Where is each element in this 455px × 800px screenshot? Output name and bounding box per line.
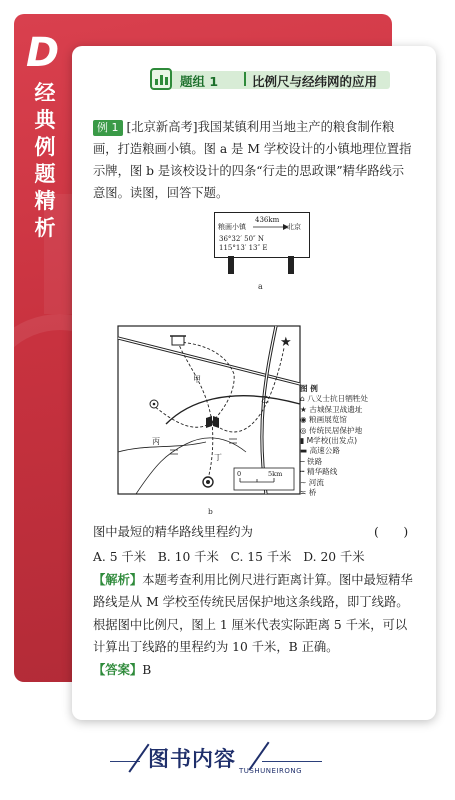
side-title-char: 典 — [34, 108, 56, 132]
chapter-letter: D — [26, 30, 60, 76]
bar-chart-icon — [150, 68, 172, 90]
footer-subtitle: TUSHUNEIRONG — [239, 767, 302, 775]
footer — [0, 725, 455, 800]
scale-bar — [234, 468, 294, 490]
legend-item: ◉ 粮画展览馆 — [300, 415, 348, 425]
footer-rule-right — [262, 761, 322, 762]
label-yi: 乙 — [261, 395, 269, 404]
map-symbol-martyr — [170, 336, 186, 345]
legend-item: ∼ 河流 — [300, 477, 324, 487]
sign-post-right — [288, 256, 294, 274]
option-a: A. 5 千米 — [93, 550, 147, 564]
label-bing: 丙 — [152, 437, 160, 446]
side-title-char: 例 — [34, 135, 56, 159]
heading-divider — [244, 72, 246, 86]
map-star-icon: ★ — [280, 335, 292, 350]
section-heading — [150, 68, 396, 92]
figure-a-sign — [214, 212, 310, 276]
label-ding: 丁 — [214, 453, 222, 462]
sign-post-left — [228, 256, 234, 274]
legend-item: ┅ 精华路线 — [300, 467, 338, 477]
sign-lon: 115°13′ 13″ E — [219, 244, 268, 252]
sign-dest: 北京 — [287, 223, 301, 231]
side-title — [33, 80, 57, 242]
answer-value: B — [142, 662, 152, 677]
side-title-char: 精 — [34, 189, 56, 213]
options — [93, 547, 423, 565]
scale-zero: 0 — [237, 470, 242, 478]
section-title: 比例尺与经纬网的应用 — [252, 74, 378, 89]
footer-slash — [128, 744, 149, 773]
legend-item: ★ 古城保卫战遗址 — [300, 404, 363, 414]
question-text — [93, 116, 413, 204]
analysis-block — [93, 569, 415, 681]
sign-board — [214, 212, 310, 258]
option-b: B. 10 千米 — [157, 550, 219, 564]
section-prefix: 题组 1 — [180, 74, 219, 89]
side-title-char: 题 — [34, 162, 56, 186]
question-stem: 图中最短的精华路线里程约为 — [93, 525, 253, 539]
page-card — [72, 46, 436, 720]
legend-item: ─ 铁路 — [300, 456, 323, 466]
footer-title: 图书内容 — [148, 747, 236, 771]
legend-item: ▮ M学校(出发点) — [300, 436, 358, 446]
side-title-char: 析 — [34, 216, 56, 240]
answer-blank: ( ) — [374, 525, 409, 539]
figure-a-caption: a — [258, 282, 263, 291]
question-source: [北京新高考] — [126, 120, 198, 134]
answer-label: 【答案】 — [93, 661, 143, 677]
figure-b-caption: b — [208, 507, 213, 516]
label-jia: 甲 — [193, 375, 201, 384]
example-tag: 例 1 — [93, 120, 123, 136]
analysis-text: 本题考查利用比例尺进行距离计算。图中最短精华路线是从 M 学校至传统民居保护地这条线路，即丁线路。根据图中比例尺，图上 1 厘米代表实际距离 5 千米，可以计算出丁线路的里程约为 10 千米，B 正确。 — [93, 573, 413, 655]
map-legend — [300, 384, 368, 498]
legend-item: ◎ 传统民居保护地 — [300, 425, 363, 435]
legend-item: ⌂ 八义士抗日牺牲处 — [300, 394, 368, 404]
legend-item: ≍ 桥 — [300, 488, 317, 498]
question-body: 我国某镇利用当地主产的粮食制作粮画，打造粮画小镇。图 a 是 M 学校设计的小镇地理位置指示牌，图 b 是该校设计的四条“行走的思政课”精华路线示意图。读图，回答下题。 — [93, 120, 412, 200]
sign-distance: 436km — [255, 216, 280, 224]
option-c: C. 15 千米 — [230, 550, 292, 564]
scale-km: 5km — [268, 470, 283, 478]
legend-title: 图 例 — [300, 384, 318, 393]
option-d: D. 20 千米 — [303, 550, 365, 564]
analysis-label: 【解析】 — [93, 572, 143, 587]
sign-town: 粮画小镇 — [218, 223, 246, 231]
sign-lat: 36°32′ 50″ N — [219, 235, 265, 243]
side-title-char: 经 — [34, 81, 56, 105]
legend-item: ▬ 高速公路 — [300, 446, 340, 456]
